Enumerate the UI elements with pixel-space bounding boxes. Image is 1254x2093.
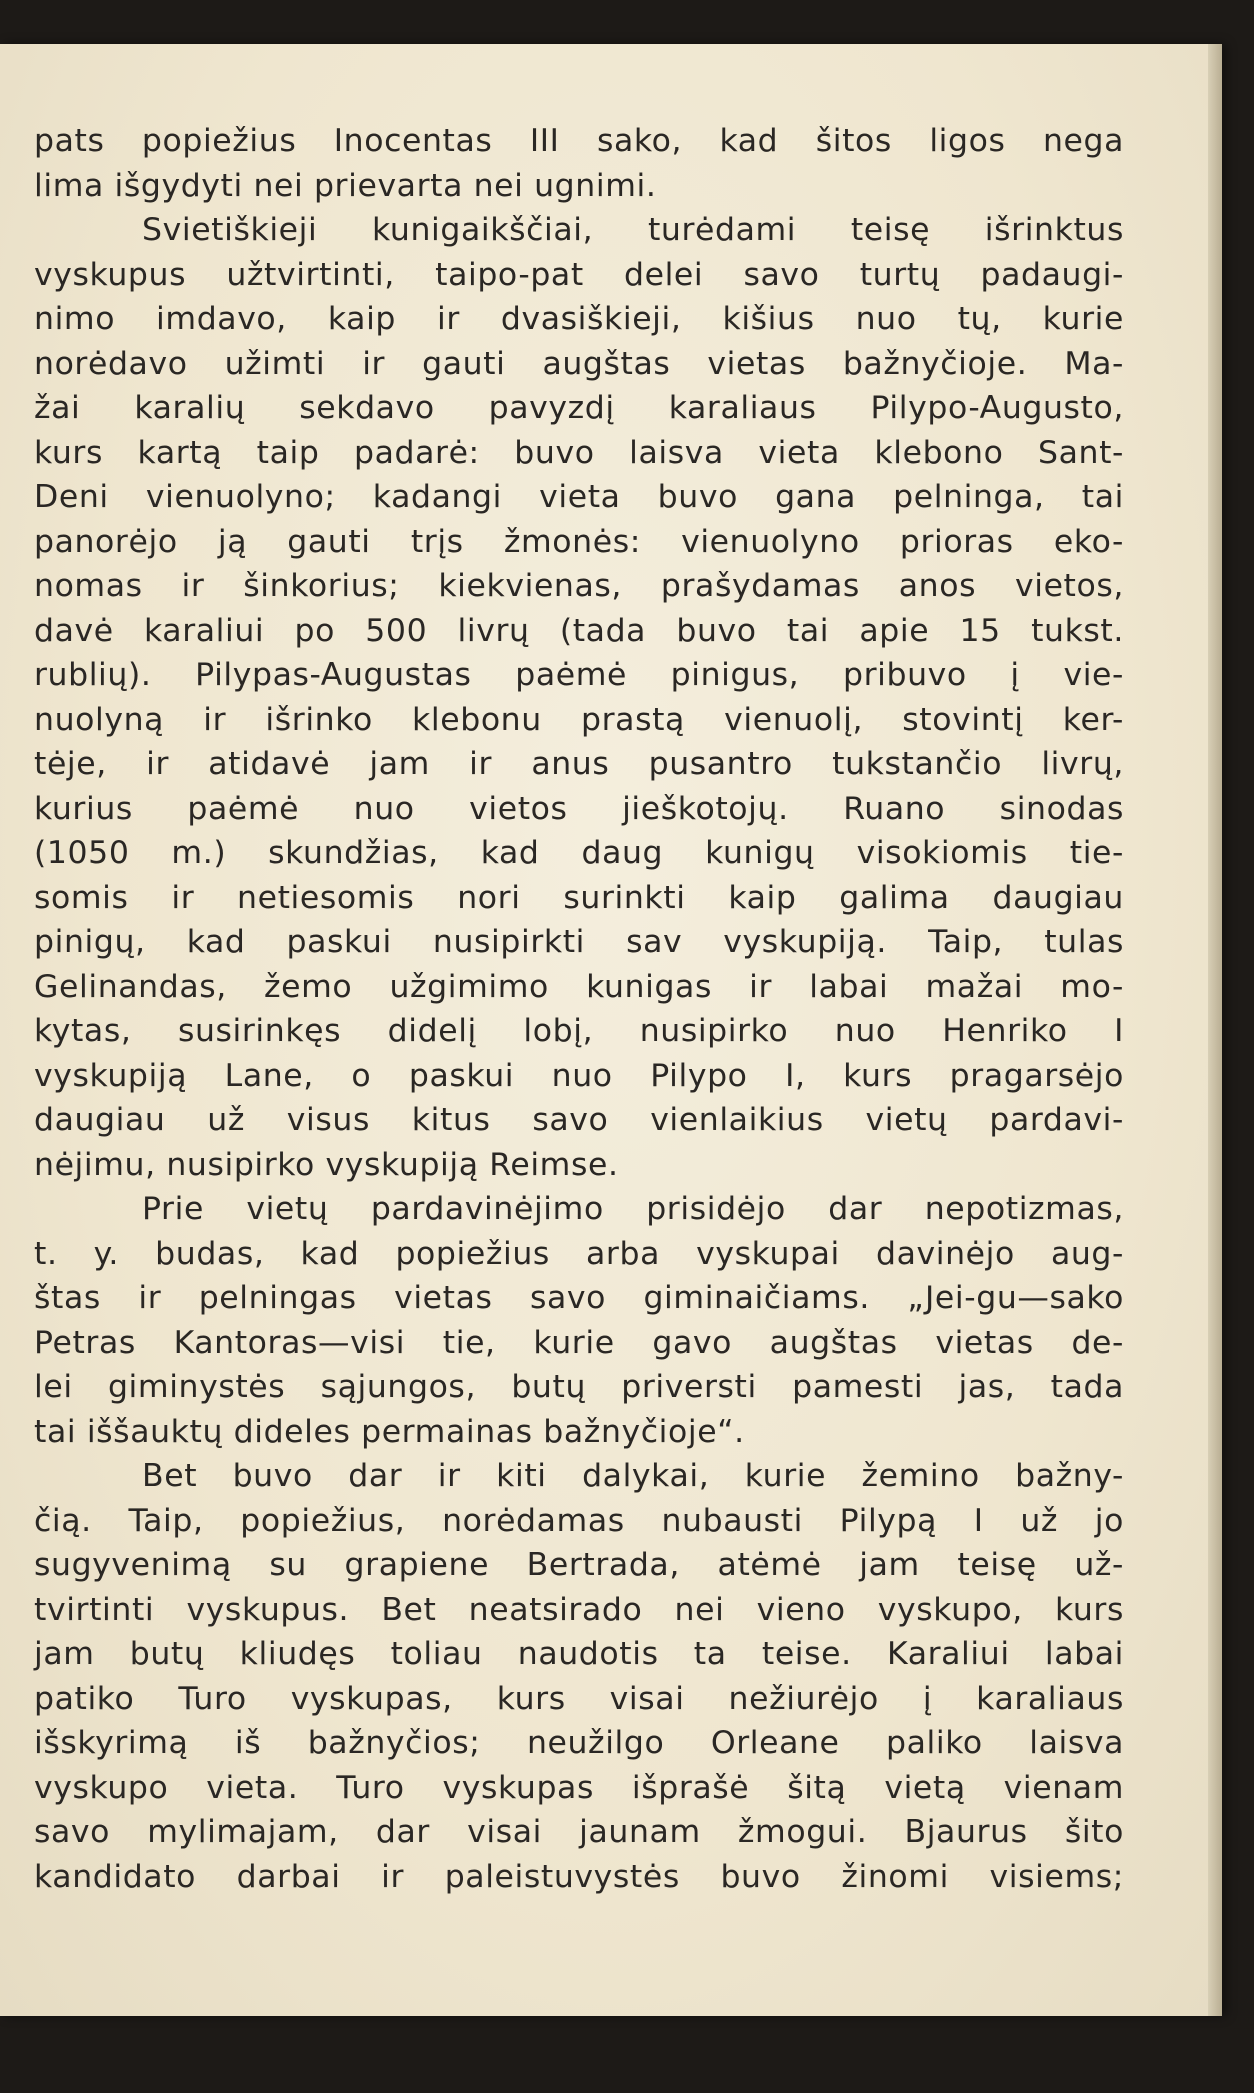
text-line: nimo imdavo, kaip ir dvasiškieji, kišius nuo tų, kurie [34,301,1124,337]
text-line: norėdavo užimti ir gauti augštas vietas bažnyčioje. Ma- [34,345,1124,382]
text-line: vyskupiją Lane, o paskui nuo Pilypo I, kurs pragarsėjo [34,1057,1124,1094]
text-line: kurius paėmė nuo vietos jieškotojų. Ruano sinodas [34,790,1124,827]
text-line: rublių). Pilypas-Augustas paėmė pinigus, pribuvo į vie- [34,657,1124,693]
text-line: tai iššauktų dideles permainas bažnyčioje“. [34,1413,745,1450]
text-line: Prie vietų pardavinėjimo prisidėjo dar nepotizmas, [142,1191,1124,1227]
page-text [34,119,1124,1899]
text-line: vyskupus užtvirtinti, taipo-pat delei savo turtų padaugi- [34,256,1124,293]
text-line: sugyvenimą su grapiene Bertrada, atėmė jam teisę už- [34,1547,1124,1583]
text-line: išskyrimą iš bažnyčios; neužilgo Orleane paliko laisva [34,1725,1124,1761]
text-line: patiko Turo vyskupas, kurs visai nežiurėjo į karaliaus [34,1680,1124,1717]
text-line: kandidato darbai ir paleistuvystės buvo žinomi visiems; [34,1858,1124,1895]
text-line: čią. Taip, popiežius, norėdamas nubausti Pilypą I už jo [34,1502,1124,1539]
text-line: kytas, susirinkęs didelį lobį, nusipirko nuo Henriko I [34,1013,1124,1049]
text-line: žai karalių sekdavo pavyzdį karaliaus Pilypo-Augusto, [34,390,1124,426]
text-line: somis ir netiesomis nori surinkti kaip galima daugiau [34,879,1124,916]
text-line: štas ir pelningas vietas savo giminaičiams. „Jei-gu—sako [34,1280,1124,1316]
text-line: (1050 m.) skundžias, kad daug kunigų visokiomis tie- [34,835,1124,871]
text-line: tvirtinti vyskupus. Bet neatsirado nei vieno vyskupo, kurs [34,1591,1124,1628]
text-line: lei giminystės sąjungos, butų priversti pamesti jas, tada [34,1369,1124,1405]
text-line: pinigų, kad paskui nusipirkti sav vyskupiją. Taip, tulas [34,924,1124,960]
text-line: Bet buvo dar ir kiti dalykai, kurie žemino bažny- [142,1458,1124,1494]
text-line: Gelinandas, žemo užgimimo kunigas ir labai mažai mo- [34,968,1124,1005]
text-line: lima išgydyti nei prievarta nei ugnimi. [34,167,657,204]
text-line: jam butų kliudęs toliau naudotis ta teise. Karaliui labai [34,1636,1124,1672]
text-line: davė karaliui po 500 livrų (tada buvo tai apie 15 tukst. [34,612,1124,649]
page-edge [1208,44,1222,2016]
text-line: nomas ir šinkorius; kiekvienas, prašydamas anos vietos, [34,568,1124,604]
text-line: vyskupo vieta. Turo vyskupas išprašė šitą vietą vienam [34,1769,1124,1806]
text-line: savo mylimajam, dar visai jaunam žmogui. Bjaurus šito [34,1814,1124,1850]
text-line: Deni vienuolyno; kadangi vieta buvo gana pelninga, tai [34,479,1124,515]
text-line: daugiau už visus kitus savo vienlaikius vietų pardavi- [34,1102,1124,1138]
text-line: t. y. budas, kad popiežius arba vyskupai davinėjo aug- [34,1235,1124,1272]
text-line: kurs kartą taip padarė: buvo laisva vieta klebono Sant- [34,434,1124,471]
text-line: pats popiežius Inocentas III sako, kad šitos ligos nega [34,123,1124,159]
text-line: panorėjo ją gauti trįs žmonės: vienuolyno prioras eko- [34,523,1124,560]
text-line: nėjimu, nusipirko vyskupiją Reimse. [34,1146,619,1183]
text-line: Petras Kantoras—visi tie, kurie gavo augštas vietas de- [34,1324,1124,1361]
text-line: Svietiškieji kunigaikščiai, turėdami teisę išrinktus [142,212,1124,248]
book-page [0,44,1222,2016]
text-line: tėje, ir atidavė jam ir anus pusantro tukstančio livrų, [34,746,1124,782]
text-line: nuolyną ir išrinko klebonu prastą vienuolį, stovintį ker- [34,701,1124,738]
